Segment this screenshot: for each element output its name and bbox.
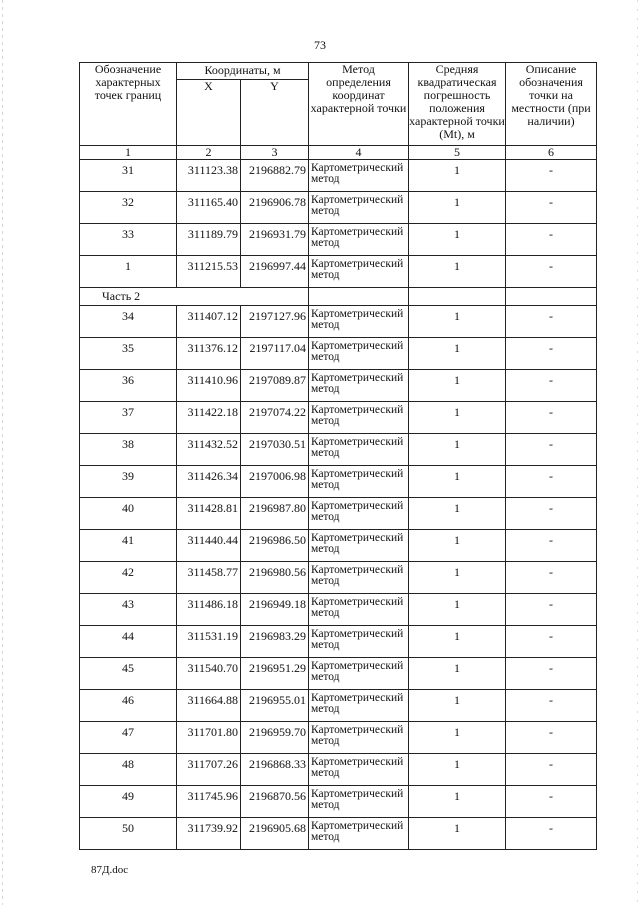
method-cell: Картометрический метод (309, 306, 409, 338)
y-coordinate-cell: 2197089.87 (241, 370, 309, 402)
header-point: Обозначение характерных точек границ (80, 63, 177, 146)
error-cell: 1 (409, 754, 506, 786)
page-number: 73 (314, 38, 326, 52)
table-row (80, 370, 597, 402)
table-row (80, 562, 597, 594)
table-row (80, 530, 597, 562)
y-coordinate-cell: 2196983.29 (241, 626, 309, 658)
description-cell: - (506, 594, 597, 626)
point-id-cell: 44 (80, 626, 177, 658)
description-cell: - (506, 370, 597, 402)
table-row (80, 498, 597, 530)
method-cell: Картометрический метод (309, 722, 409, 754)
description-cell: - (506, 690, 597, 722)
error-cell: 1 (409, 192, 506, 224)
point-id-cell: 46 (80, 690, 177, 722)
method-cell: Картометрический метод (309, 338, 409, 370)
x-coordinate-cell: 311428.81 (177, 498, 241, 530)
description-cell: - (506, 530, 597, 562)
column-number: 6 (506, 146, 597, 160)
description-cell: - (506, 338, 597, 370)
x-coordinate-cell: 311440.44 (177, 530, 241, 562)
x-coordinate-cell: 311215.53 (177, 256, 241, 288)
header-y: Y (241, 80, 309, 146)
x-coordinate-cell: 311432.52 (177, 434, 241, 466)
table-row (80, 192, 597, 224)
description-cell: - (506, 626, 597, 658)
y-coordinate-cell: 2196868.33 (241, 754, 309, 786)
error-cell: 1 (409, 224, 506, 256)
method-cell: Картометрический метод (309, 224, 409, 256)
section-empty-cell (241, 288, 309, 306)
error-cell: 1 (409, 626, 506, 658)
y-coordinate-cell: 2197127.96 (241, 306, 309, 338)
column-number: 1 (80, 146, 177, 160)
error-cell: 1 (409, 306, 506, 338)
y-coordinate-cell: 2197117.04 (241, 338, 309, 370)
method-cell: Картометрический метод (309, 434, 409, 466)
point-id-cell: 50 (80, 818, 177, 850)
header-x: X (177, 80, 241, 146)
table-row (80, 338, 597, 370)
description-cell: - (506, 224, 597, 256)
table-body (80, 146, 597, 850)
y-coordinate-cell: 2196959.70 (241, 722, 309, 754)
error-cell: 1 (409, 434, 506, 466)
y-coordinate-cell: 2196980.56 (241, 562, 309, 594)
method-cell: Картометрический метод (309, 626, 409, 658)
point-id-cell: 48 (80, 754, 177, 786)
description-cell: - (506, 434, 597, 466)
method-cell: Картометрический метод (309, 562, 409, 594)
header-description: Описание обозначения точки на местности (при наличии) (506, 63, 597, 146)
method-cell: Картометрический метод (309, 402, 409, 434)
method-cell: Картометрический метод (309, 754, 409, 786)
footer-filename: 87Д.doc (91, 864, 129, 876)
point-id-cell: 38 (80, 434, 177, 466)
section-row (80, 288, 597, 306)
x-coordinate-cell: 311422.18 (177, 402, 241, 434)
description-cell: - (506, 498, 597, 530)
method-cell: Картометрический метод (309, 530, 409, 562)
point-id-cell: 49 (80, 786, 177, 818)
error-cell: 1 (409, 466, 506, 498)
description-cell: - (506, 160, 597, 192)
y-coordinate-cell: 2196905.68 (241, 818, 309, 850)
section-empty-cell (409, 288, 506, 306)
table-row (80, 256, 597, 288)
section-empty-cell (506, 288, 597, 306)
error-cell: 1 (409, 498, 506, 530)
description-cell: - (506, 818, 597, 850)
description-cell: - (506, 658, 597, 690)
point-id-cell: 36 (80, 370, 177, 402)
y-coordinate-cell: 2197030.51 (241, 434, 309, 466)
column-number: 3 (241, 146, 309, 160)
x-coordinate-cell: 311410.96 (177, 370, 241, 402)
error-cell: 1 (409, 722, 506, 754)
boundary-points-table (79, 62, 597, 850)
x-coordinate-cell: 311531.19 (177, 626, 241, 658)
point-id-cell: 35 (80, 338, 177, 370)
table-row (80, 690, 597, 722)
table-row (80, 722, 597, 754)
description-cell: - (506, 256, 597, 288)
x-coordinate-cell: 311486.18 (177, 594, 241, 626)
x-coordinate-cell: 311123.38 (177, 160, 241, 192)
table-row (80, 466, 597, 498)
y-coordinate-cell: 2196997.44 (241, 256, 309, 288)
description-cell: - (506, 466, 597, 498)
table-row (80, 306, 597, 338)
x-coordinate-cell: 311664.88 (177, 690, 241, 722)
column-number-row (80, 146, 597, 160)
point-id-cell: 32 (80, 192, 177, 224)
section-empty-cell (309, 288, 409, 306)
section-title: Часть 2 (80, 288, 241, 306)
table-header-row (80, 63, 597, 80)
method-cell: Картометрический метод (309, 498, 409, 530)
description-cell: - (506, 562, 597, 594)
header-coordinates: Координаты, м (177, 63, 309, 80)
error-cell: 1 (409, 402, 506, 434)
y-coordinate-cell: 2196882.79 (241, 160, 309, 192)
x-coordinate-cell: 311540.70 (177, 658, 241, 690)
point-id-cell: 34 (80, 306, 177, 338)
y-coordinate-cell: 2196870.56 (241, 786, 309, 818)
point-id-cell: 40 (80, 498, 177, 530)
method-cell: Картометрический метод (309, 466, 409, 498)
y-coordinate-cell: 2197006.98 (241, 466, 309, 498)
error-cell: 1 (409, 338, 506, 370)
table-row (80, 402, 597, 434)
error-cell: 1 (409, 594, 506, 626)
x-coordinate-cell: 311739.92 (177, 818, 241, 850)
header-error: Средняя квадратическая погрешность положения характерной точки (Mt), м (409, 63, 506, 146)
point-id-cell: 45 (80, 658, 177, 690)
x-coordinate-cell: 311165.40 (177, 192, 241, 224)
error-cell: 1 (409, 690, 506, 722)
x-coordinate-cell: 311376.12 (177, 338, 241, 370)
y-coordinate-cell: 2197074.22 (241, 402, 309, 434)
table-row (80, 224, 597, 256)
description-cell: - (506, 306, 597, 338)
method-cell: Картометрический метод (309, 370, 409, 402)
description-cell: - (506, 754, 597, 786)
method-cell: Картометрический метод (309, 690, 409, 722)
x-coordinate-cell: 311701.80 (177, 722, 241, 754)
error-cell: 1 (409, 562, 506, 594)
description-cell: - (506, 786, 597, 818)
y-coordinate-cell: 2196906.78 (241, 192, 309, 224)
y-coordinate-cell: 2196931.79 (241, 224, 309, 256)
error-cell: 1 (409, 160, 506, 192)
method-cell: Картометрический метод (309, 658, 409, 690)
scan-edge-left (2, 0, 3, 905)
column-number: 2 (177, 146, 241, 160)
column-number: 5 (409, 146, 506, 160)
error-cell: 1 (409, 370, 506, 402)
description-cell: - (506, 722, 597, 754)
description-cell: - (506, 402, 597, 434)
description-cell: - (506, 192, 597, 224)
point-id-cell: 39 (80, 466, 177, 498)
table-row (80, 160, 597, 192)
table-row (80, 658, 597, 690)
point-id-cell: 47 (80, 722, 177, 754)
point-id-cell: 41 (80, 530, 177, 562)
x-coordinate-cell: 311458.77 (177, 562, 241, 594)
point-id-cell: 31 (80, 160, 177, 192)
y-coordinate-cell: 2196951.29 (241, 658, 309, 690)
point-id-cell: 33 (80, 224, 177, 256)
x-coordinate-cell: 311707.26 (177, 754, 241, 786)
y-coordinate-cell: 2196949.18 (241, 594, 309, 626)
scan-edge-right (637, 0, 638, 905)
error-cell: 1 (409, 658, 506, 690)
error-cell: 1 (409, 818, 506, 850)
method-cell: Картометрический метод (309, 160, 409, 192)
table-row (80, 626, 597, 658)
method-cell: Картометрический метод (309, 818, 409, 850)
y-coordinate-cell: 2196986.50 (241, 530, 309, 562)
point-id-cell: 43 (80, 594, 177, 626)
header-method: Метод определения координат характерной точки (309, 63, 409, 146)
table-row (80, 594, 597, 626)
point-id-cell: 42 (80, 562, 177, 594)
table-row (80, 434, 597, 466)
table-row (80, 818, 597, 850)
y-coordinate-cell: 2196987.80 (241, 498, 309, 530)
method-cell: Картометрический метод (309, 594, 409, 626)
point-id-cell: 37 (80, 402, 177, 434)
error-cell: 1 (409, 256, 506, 288)
column-number: 4 (309, 146, 409, 160)
method-cell: Картометрический метод (309, 192, 409, 224)
table-row (80, 754, 597, 786)
method-cell: Картометрический метод (309, 786, 409, 818)
method-cell: Картометрический метод (309, 256, 409, 288)
error-cell: 1 (409, 786, 506, 818)
point-id-cell: 1 (80, 256, 177, 288)
x-coordinate-cell: 311426.34 (177, 466, 241, 498)
table-row (80, 786, 597, 818)
y-coordinate-cell: 2196955.01 (241, 690, 309, 722)
error-cell: 1 (409, 530, 506, 562)
x-coordinate-cell: 311189.79 (177, 224, 241, 256)
x-coordinate-cell: 311407.12 (177, 306, 241, 338)
x-coordinate-cell: 311745.96 (177, 786, 241, 818)
